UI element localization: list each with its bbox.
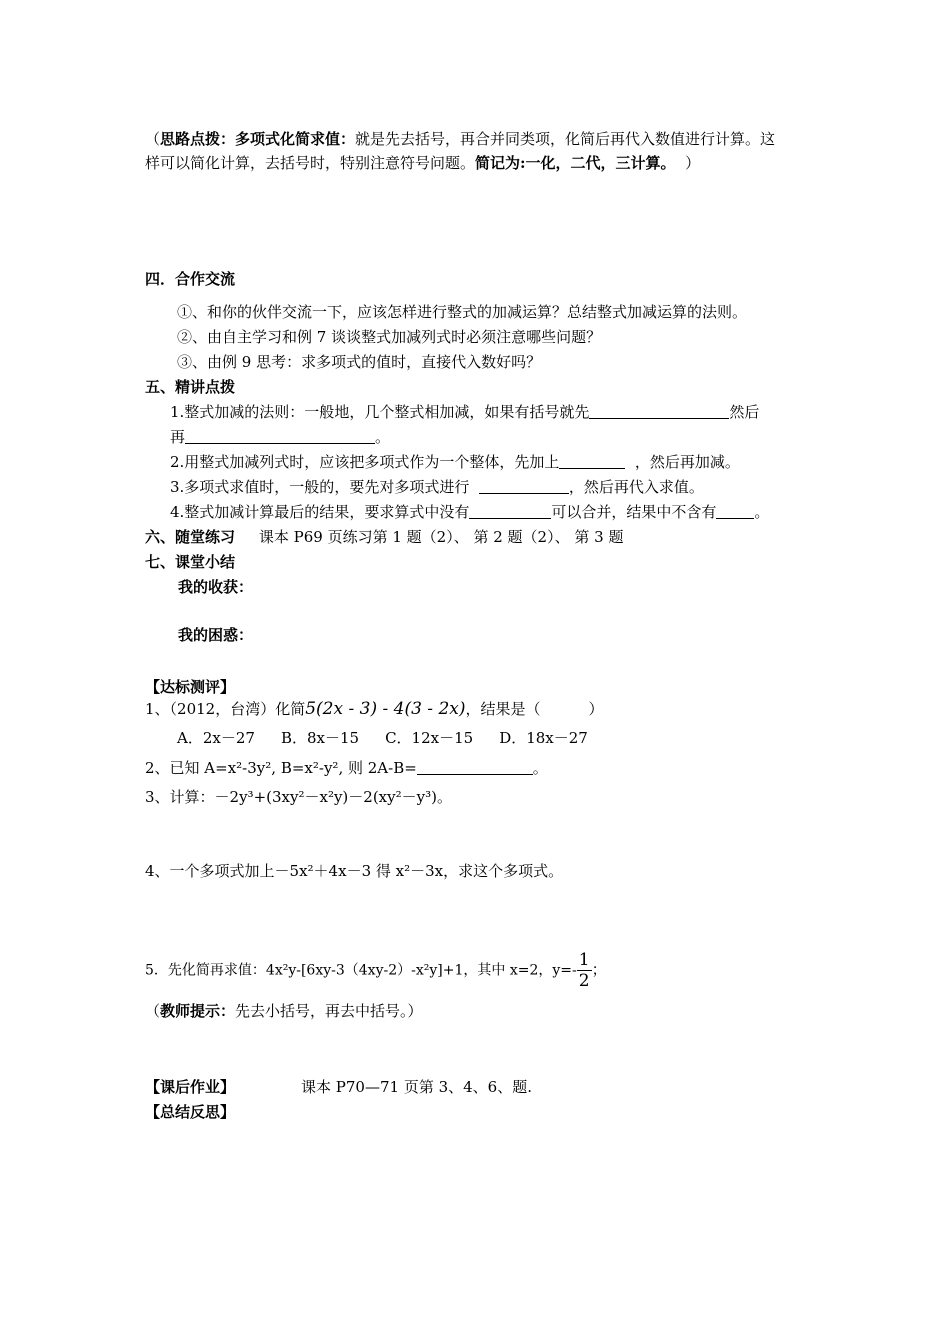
blank-5[interactable]	[469, 502, 551, 519]
homework-title: 【课后作业】	[145, 1078, 236, 1096]
fraction-one-half: $\frac{1}{2}$	[578, 950, 590, 991]
test-q4: 4、一个多项式加上－5x²＋4x－3 得 x²－3x，求这个多项式。	[145, 862, 564, 880]
sec5-item2: 2.用整式加减列式时，应该把多项式作为一个整体，先加上 ，然后再加减。	[170, 453, 740, 471]
test-q5: 5．先化简再求值：4x²y-[6xy-3（4xy-2）-x²y]+1，其中 x=2，y=- $\frac{1}{2}$ ；	[145, 950, 607, 991]
option-c[interactable]: C．12x－15	[385, 729, 474, 747]
sec5-item3: 3.多项式求值时，一般的，要先对多项式进行 ，然后再代入求值。	[170, 478, 704, 496]
hint-line2: 样可以简化计算，去括号时，特别注意符号问题。	[145, 154, 476, 172]
sec7-gain: 我的收获：	[178, 578, 254, 596]
hint-close: ）	[685, 154, 701, 172]
sec7-title: 七、课堂小结	[145, 553, 236, 571]
sec5-item4: 4.整式加减计算最后的结果，要求算式中没有 可以合并，结果中不含有 。	[170, 503, 770, 521]
blank-4[interactable]	[479, 477, 569, 494]
sec4-q3: ③、由例 9 思考：求多项式的值时，直接代入数好吗？	[177, 353, 542, 371]
sec4-q1: ①、和你的伙伴交流一下，应该怎样进行整式的加减运算？总结整式加减运算的法则。	[177, 303, 748, 321]
homework	[145, 1076, 532, 1098]
hint-label: 思路点拨：多项式化简求值：	[160, 130, 356, 148]
sec6-body: 课本 P69 页练习第 1 题（2）、 第 2 题（2）、 第 3 题	[258, 528, 624, 546]
blank-2[interactable]	[185, 427, 375, 444]
hint-body: 就是先去括号，再合并同类项，化简后再代入数值进行计算。这	[355, 130, 776, 148]
reflect-title: 【总结反思】	[145, 1103, 236, 1121]
test-q1: 1、（2012，台湾）化简5(2x - 3) - 4(3 - 2x)，结果是（ ）	[145, 699, 604, 719]
option-b[interactable]: B．8x－15	[280, 729, 360, 747]
test-title: 【达标测评】	[145, 678, 236, 696]
homework-body: 课本 P70—71 页第 3、4、6、题.	[301, 1078, 532, 1096]
option-d[interactable]: D．18x－27	[499, 729, 588, 747]
blank-1[interactable]	[589, 402, 729, 419]
sec5-title: 五、精讲点拨	[145, 378, 236, 396]
hint-line-1	[145, 128, 775, 150]
test-q2: 2、已知 A=x²-3y², B=x²-y², 则 2A-B= 。	[145, 759, 548, 777]
sec6-title: 六、随堂练习	[145, 528, 236, 546]
teacher-tip: （教师提示：先去小括号，再去中括号。）	[145, 1002, 423, 1020]
hint-line-2	[145, 152, 700, 174]
sec5-item1: 1.整式加减的法则：一般地，几个整式相加减，如果有括号就先 然后	[170, 403, 760, 421]
blank-3[interactable]	[559, 452, 625, 469]
option-a[interactable]: A．2x－27	[177, 729, 255, 747]
blank-q2[interactable]	[417, 758, 533, 775]
sec4-q2: ②、由自主学习和例 7 谈谈整式加减列式时必须注意哪些问题？	[177, 328, 602, 346]
hint-open: （	[145, 130, 161, 148]
sec6	[145, 526, 623, 548]
sec7-confuse: 我的困惑：	[178, 626, 254, 644]
blank-6[interactable]	[716, 502, 754, 519]
test-q1-options	[177, 727, 588, 749]
sec4-title: 四．合作交流	[145, 270, 236, 288]
test-q3: 3、计算：－2y³+(3xy²－x²y)－2(xy²－y³)。	[145, 788, 452, 806]
hint-summary: 简记为:一化，二代，三计算。	[475, 154, 676, 172]
sec5-item1-cont: 再 。	[170, 428, 391, 446]
q1-expression: 5(2x - 3) - 4(3 - 2x)	[305, 699, 466, 719]
